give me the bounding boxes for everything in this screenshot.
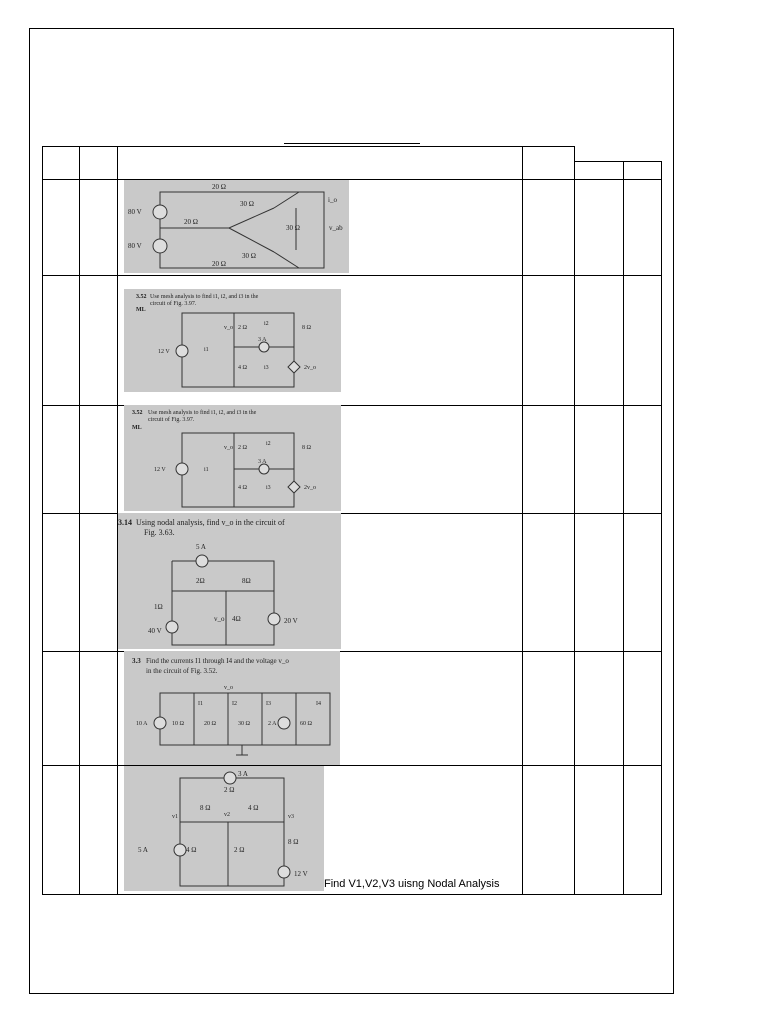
svg-text:4 Ω: 4 Ω — [248, 804, 259, 812]
svg-text:3.3: 3.3 — [132, 657, 141, 665]
svg-text:i1: i1 — [204, 347, 209, 353]
svg-text:Fig. 3.63.: Fig. 3.63. — [144, 528, 175, 537]
column-rule — [42, 146, 43, 894]
svg-text:5 A: 5 A — [196, 543, 206, 551]
svg-text:i3: i3 — [266, 485, 271, 491]
svg-text:3 A: 3 A — [238, 770, 248, 778]
svg-text:2 Ω: 2 Ω — [238, 445, 247, 451]
svg-text:3 A: 3 A — [258, 459, 267, 465]
svg-text:80 V: 80 V — [128, 208, 142, 216]
svg-text:circuit of Fig. 3.97.: circuit of Fig. 3.97. — [150, 301, 197, 307]
table-subheader-rule — [574, 161, 662, 162]
svg-text:ML: ML — [132, 425, 142, 431]
svg-text:2v_o: 2v_o — [304, 365, 316, 371]
svg-text:20 Ω: 20 Ω — [212, 260, 226, 268]
circuit-figure-4 — [118, 513, 341, 649]
svg-text:Use mesh analysis to find i1,: Use mesh analysis to find i1, i2, and i3 in the — [150, 294, 259, 300]
row-6-caption: Find V1,V2,V3 uisng Nodal Analysis — [324, 878, 500, 890]
svg-text:8 Ω: 8 Ω — [302, 325, 311, 331]
svg-text:2 A: 2 A — [268, 721, 277, 727]
svg-text:10 A: 10 A — [136, 721, 148, 727]
svg-text:Use mesh analysis to find i1,: Use mesh analysis to find i1, i2, and i3 in the — [148, 410, 257, 416]
svg-text:Using nodal analysis, find v_o: Using nodal analysis, find v_o in the circuit of — [136, 518, 285, 527]
circuit-figure-3 — [124, 405, 341, 511]
svg-text:20 Ω: 20 Ω — [184, 218, 198, 226]
svg-text:v_o: v_o — [224, 685, 233, 691]
svg-text:5 A: 5 A — [138, 846, 148, 854]
circuit-figure-1 — [124, 180, 349, 273]
svg-text:v1: v1 — [172, 814, 178, 820]
svg-text:in the circuit of Fig. 3.52.: in the circuit of Fig. 3.52. — [146, 667, 218, 675]
svg-text:3 A: 3 A — [258, 337, 267, 343]
svg-text:8 Ω: 8 Ω — [288, 838, 299, 846]
column-rule — [574, 146, 575, 894]
svg-text:1Ω: 1Ω — [154, 603, 163, 611]
table-bottom-rule — [42, 894, 662, 895]
svg-text:30 Ω: 30 Ω — [286, 224, 300, 232]
svg-text:circuit of Fig. 3.97.: circuit of Fig. 3.97. — [148, 417, 195, 423]
title-underline — [284, 143, 420, 144]
column-rule — [79, 146, 80, 894]
svg-text:12 V: 12 V — [154, 467, 166, 473]
svg-text:4 Ω: 4 Ω — [186, 846, 197, 854]
svg-text:I4: I4 — [316, 701, 321, 707]
svg-text:2Ω: 2Ω — [196, 577, 205, 585]
svg-text:60 Ω: 60 Ω — [300, 721, 312, 727]
svg-text:20 Ω: 20 Ω — [212, 183, 226, 191]
circuit-figure-5 — [124, 651, 340, 765]
svg-text:20 Ω: 20 Ω — [204, 721, 216, 727]
svg-text:i2: i2 — [264, 321, 269, 327]
svg-text:i1: i1 — [204, 467, 209, 473]
svg-text:v_o: v_o — [214, 615, 225, 623]
svg-text:3.14: 3.14 — [118, 518, 132, 527]
svg-text:3.52: 3.52 — [132, 410, 143, 416]
svg-text:30 Ω: 30 Ω — [240, 200, 254, 208]
svg-text:12 V: 12 V — [158, 349, 170, 355]
circuit-figure-2 — [124, 289, 341, 392]
svg-text:v_ab: v_ab — [329, 224, 343, 232]
svg-text:30 Ω: 30 Ω — [242, 252, 256, 260]
svg-text:v2: v2 — [224, 812, 230, 818]
svg-text:2 Ω: 2 Ω — [224, 786, 235, 794]
circuit-figure-6 — [124, 766, 324, 891]
svg-text:v_o: v_o — [224, 445, 233, 451]
svg-text:30 Ω: 30 Ω — [238, 721, 250, 727]
svg-text:40 V: 40 V — [148, 627, 162, 635]
svg-text:v3: v3 — [288, 814, 294, 820]
svg-text:I1: I1 — [198, 701, 203, 707]
svg-text:I3: I3 — [266, 701, 271, 707]
svg-text:3.52: 3.52 — [136, 294, 147, 300]
svg-text:i_o: i_o — [328, 196, 337, 204]
svg-text:Find the currents I1 through I: Find the currents I1 through I4 and the voltage v_o — [146, 657, 289, 665]
svg-text:8Ω: 8Ω — [242, 577, 251, 585]
svg-text:12 V: 12 V — [294, 870, 308, 878]
table-top-rule — [42, 146, 574, 147]
column-rule — [623, 161, 624, 894]
svg-text:2 Ω: 2 Ω — [234, 846, 245, 854]
svg-text:i2: i2 — [266, 441, 271, 447]
svg-text:2v_o: 2v_o — [304, 485, 316, 491]
svg-text:v_o: v_o — [224, 325, 233, 331]
column-rule — [522, 146, 523, 894]
svg-text:4 Ω: 4 Ω — [238, 365, 247, 371]
svg-text:4 Ω: 4 Ω — [238, 485, 247, 491]
svg-text:10 Ω: 10 Ω — [172, 721, 184, 727]
svg-text:ML: ML — [136, 307, 146, 313]
row-rule — [42, 275, 662, 276]
svg-text:20 V: 20 V — [284, 617, 298, 625]
column-rule — [661, 161, 662, 894]
svg-text:8 Ω: 8 Ω — [200, 804, 211, 812]
svg-text:8 Ω: 8 Ω — [302, 445, 311, 451]
svg-text:2 Ω: 2 Ω — [238, 325, 247, 331]
svg-text:4Ω: 4Ω — [232, 615, 241, 623]
svg-text:i3: i3 — [264, 365, 269, 371]
svg-text:80 V: 80 V — [128, 242, 142, 250]
svg-text:I2: I2 — [232, 701, 237, 707]
